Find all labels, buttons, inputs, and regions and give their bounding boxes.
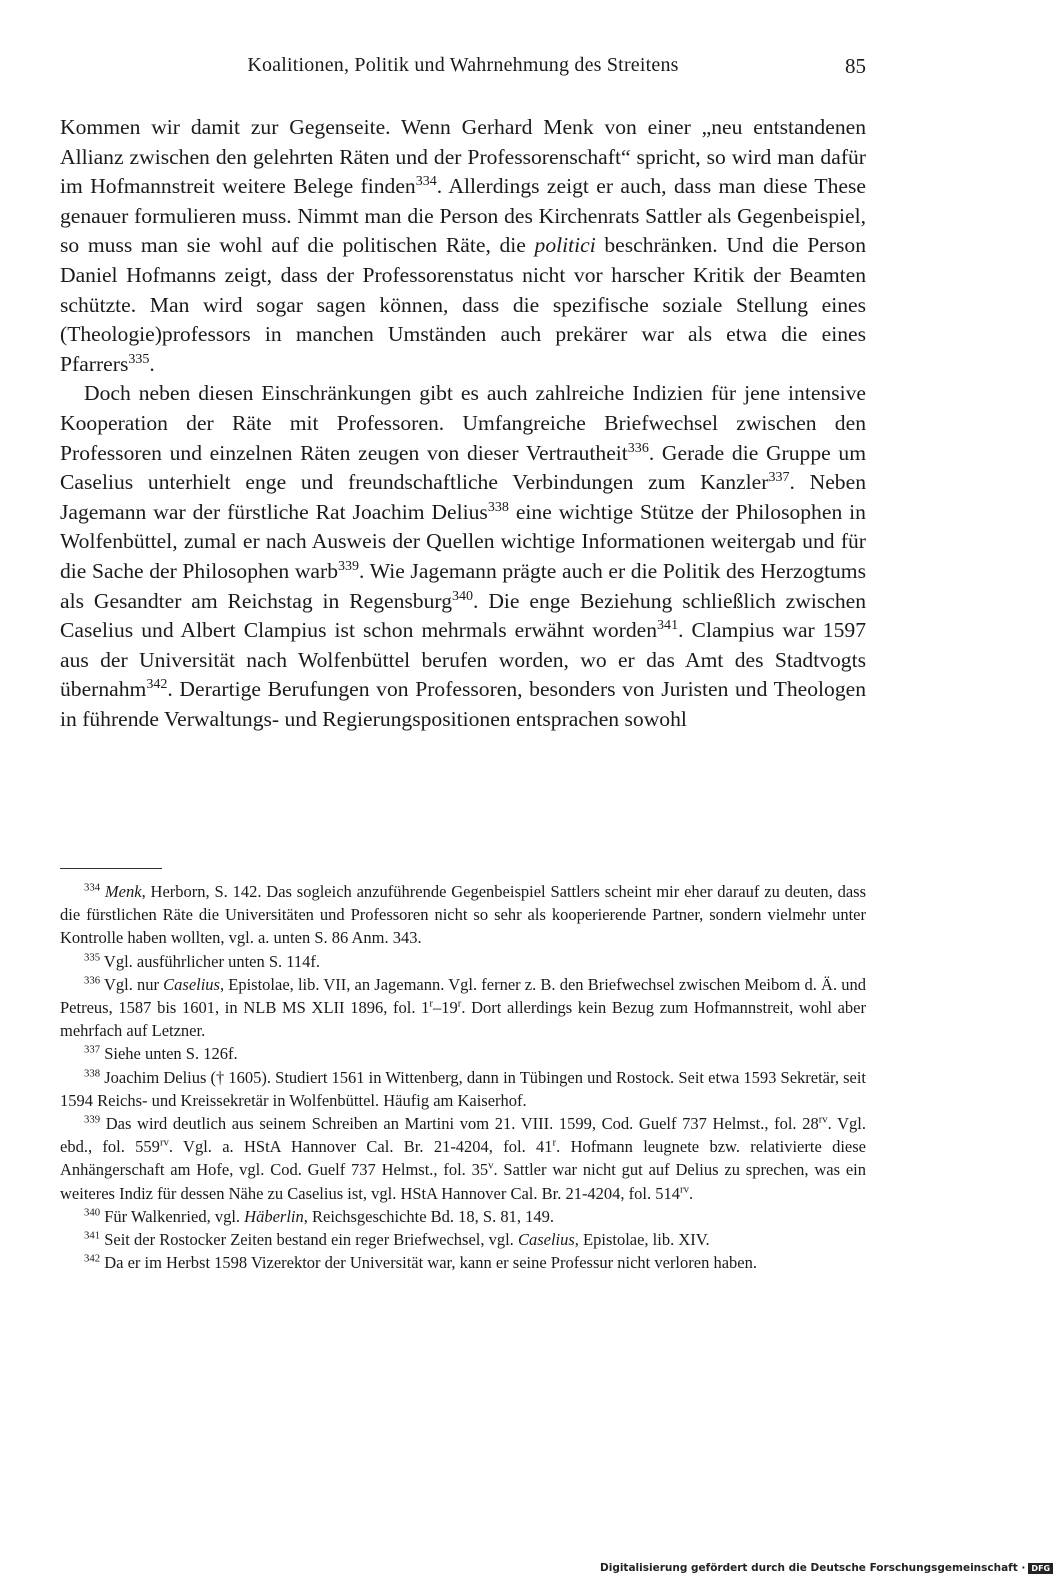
dfg-logo-icon: DFG xyxy=(1028,1563,1053,1574)
text-run: . Die enge Beziehung schließlich zwischen Caselius und Albert Clampius ist schon mehrmals erwähnt worden xyxy=(60,588,866,643)
footnote-ref[interactable]: 340 xyxy=(452,587,474,604)
text-run: –19 xyxy=(432,998,458,1018)
footnotes xyxy=(60,880,866,1274)
folio-mark: rv xyxy=(159,1136,169,1149)
footnote-337 xyxy=(60,1042,866,1065)
footnote-number: 341 xyxy=(84,1229,101,1242)
text-run: . xyxy=(149,351,155,376)
text-run: . Gerade die Gruppe um Caselius unterhielt enge und freundschaftliche Verbindungen zum Kanzler xyxy=(60,440,866,495)
footnote-ref[interactable]: 334 xyxy=(415,173,437,189)
author-name: Menk xyxy=(104,882,142,901)
footnote-336 xyxy=(60,973,866,1043)
footnote-338 xyxy=(60,1066,866,1112)
text-run: Seit der Rostocker Zeiten bestand ein reger Briefwechsel, vgl. xyxy=(104,1230,518,1250)
footnote-334 xyxy=(60,880,866,950)
text-run: Kommen wir damit zur Gegenseite. Wenn Gerhard Menk von einer „neu entstandenen Allianz zwischen den gelehrten Räten und der Professorenschaft“ spricht, so wird man dafür im Hofmannstreit weitere Belege finden xyxy=(60,115,866,199)
page-number: 85 xyxy=(845,54,866,78)
footnote-number: 334 xyxy=(84,881,101,894)
text-run: Doch neben diesen Einschränkungen gibt es auch zahlreiche Indizien für jene intensive Kooperation der Räte mit Professoren. Umfangreiche Briefwechsel zwischen den Professoren und einzelnen Räten zeugen von dieser Vertrautheit xyxy=(60,381,866,465)
footnote-ref[interactable]: 341 xyxy=(657,616,679,633)
running-title: Koalitionen, Politik und Wahrnehmung des Streitens xyxy=(247,54,679,76)
text-run: Joachim Delius († 1605). Studiert 1561 in Wittenberg, dann in Tübingen und Rostock. Seit etwa 1593 Sekretär, seit 1594 Reichs- und Kreissekretär in Wolfenbüttel. Häufig am Kaiserhof. xyxy=(60,1067,866,1110)
credit-text: Digitalisierung gefördert durch die Deutsche Forschungsgemeinschaft xyxy=(600,1562,1018,1574)
digitization-credit: Digitalisierung gefördert durch die Deutsche Forschungsgemeinschaft · DFG xyxy=(600,1562,986,1580)
folio-mark: rv xyxy=(680,1183,689,1196)
text-run: . Neben Jagemann war der fürstliche Rat Joachim Delius xyxy=(60,470,866,524)
text-run: . Derartige Berufungen von Professoren, besonders von Juristen und Theologen in führende Verwaltungs- und Regierungspositionen entsprachen sowohl xyxy=(60,677,866,731)
footnote-ref[interactable]: 335 xyxy=(128,350,150,367)
folio-mark: v xyxy=(488,1159,494,1172)
footnote-ref[interactable]: 339 xyxy=(338,557,360,574)
running-header xyxy=(60,54,866,88)
text-run: Für Walkenried, vgl. xyxy=(104,1206,245,1226)
text-run: eine wichtige Stütze der Philosophen in Wolfenbüttel, zumal er nach Ausweis der Quellen wichtige Informationen weitergab und für die Sache der Philosophen warb xyxy=(60,499,866,583)
footnote-ref[interactable]: 336 xyxy=(627,439,649,456)
paragraph xyxy=(60,113,866,379)
footnote-number: 339 xyxy=(84,1113,101,1126)
footnote-number: 340 xyxy=(84,1206,101,1219)
text-run: . Allerdings zeigt er auch, dass man diese These genauer formulieren muss. Nimmt man die Person des Kirchenrats Sattler als Gegenbeispiel, so muss man sie wohl auf die politischen Räte, die xyxy=(60,174,866,258)
text-run: . xyxy=(688,1183,694,1203)
footnote-number: 336 xyxy=(84,974,101,987)
text-run: . Clampius war 1597 aus der Universität nach Wolfenbüttel berufen worden, wo er das Amt des Stadtvogts übernahm xyxy=(60,618,866,702)
footnote-number: 337 xyxy=(84,1043,101,1056)
text-run: . Wie Jagemann prägte auch er die Politik des Herzogtums als Gesandter am Reichstag in Regensburg xyxy=(60,558,866,613)
text-run: . Sattler war nicht gut auf Delius zu sprechen, was ein weiteres Indiz für dessen Nähe zu Caselius ist, vgl. HStA Hannover Cal. Br. 21-4204, fol. 514 xyxy=(60,1160,866,1203)
author-name: Häberlin xyxy=(244,1206,304,1226)
text-run: Siehe unten S. 126f. xyxy=(104,1044,238,1064)
folio-mark: r xyxy=(457,997,462,1010)
author-name: Caselius xyxy=(517,1230,575,1250)
text-run: . Dort allerdings kein Bezug zum Hofmannstreit, wohl aber mehrfach auf Letzner. xyxy=(60,998,867,1041)
author-name: Caselius xyxy=(163,974,220,994)
text-run: beschränken. Und die Person Daniel Hofmanns zeigt, dass der Professorenstatus nicht vor harscher Kritik der Beamten schützte. Man wird sogar sagen können, dass die spezifische soziale Stellung eines (Theologie)professors in manchen Umständen auch prekärer war als etwa die eines Pfarrers xyxy=(60,233,866,376)
footnote-number: 342 xyxy=(84,1252,101,1265)
text-run: Da er im Herbst 1598 Vizerektor der Universität war, kann er seine Professur nicht verloren haben. xyxy=(104,1253,757,1273)
text-run: Das wird deutlich aus seinem Schreiben an Martini vom 21. VIII. 1599, Cod. Guelf 737 Helmst., fol. 28 xyxy=(105,1114,819,1134)
footnote-ref[interactable]: 337 xyxy=(768,468,790,485)
footnote-341 xyxy=(60,1228,866,1251)
text-run: , Epistolae, lib. XIV. xyxy=(574,1230,710,1250)
footnote-number: 335 xyxy=(84,951,101,964)
paragraph xyxy=(60,379,866,734)
footnote-number: 338 xyxy=(84,1067,101,1080)
italic-term: politici xyxy=(534,233,596,258)
footnote-divider xyxy=(60,868,162,869)
footnote-340 xyxy=(60,1205,866,1228)
footnote-335 xyxy=(60,950,866,973)
text-run: , Reichsgeschichte Bd. 18, S. 81, 149. xyxy=(303,1206,554,1226)
text-run: . Vgl. ebd., fol. 559 xyxy=(60,1114,867,1157)
text-run: . Vgl. a. HStA Hannover Cal. Br. 21-4204, fol. 41 xyxy=(168,1137,553,1157)
text-run: . Hofmann leugnete bzw. relativierte diese Anhängerschaft am Hofe, vgl. Cod. Guelf 737 Helmst., fol. 35 xyxy=(60,1137,866,1180)
footnote-342 xyxy=(60,1251,866,1274)
footnote-ref[interactable]: 338 xyxy=(487,498,509,515)
text-run: , Herborn, S. 142. Das sogleich anzuführende Gegenbeispiel Sattlers scheint mir eher darauf zu deuten, dass die fürstlichen Räte die Universitäten und Professoren nicht so sehr als kooperierende Partner, sondern vielmehr unter Kontrolle haben wollten, vgl. a. unten S. 86 Anm. 343. xyxy=(60,882,867,948)
footnote-339 xyxy=(60,1112,866,1205)
folio-mark: r xyxy=(552,1136,557,1149)
text-run: Vgl. nur xyxy=(103,974,164,994)
footnote-ref[interactable]: 342 xyxy=(146,676,168,693)
folio-mark: r xyxy=(429,997,433,1010)
folio-mark: rv xyxy=(818,1113,828,1126)
text-run: , Epistolae, lib. VII, an Jagemann. Vgl. ferner z. B. den Briefwechsel zwischen Meibom d. Ä. und Petreus, 1587 bis 1601, in NLB MS XLII 1896, fol. 1 xyxy=(60,974,866,1018)
text-run: Vgl. ausführlicher unten S. 114f. xyxy=(103,951,321,971)
main-text xyxy=(60,113,866,734)
